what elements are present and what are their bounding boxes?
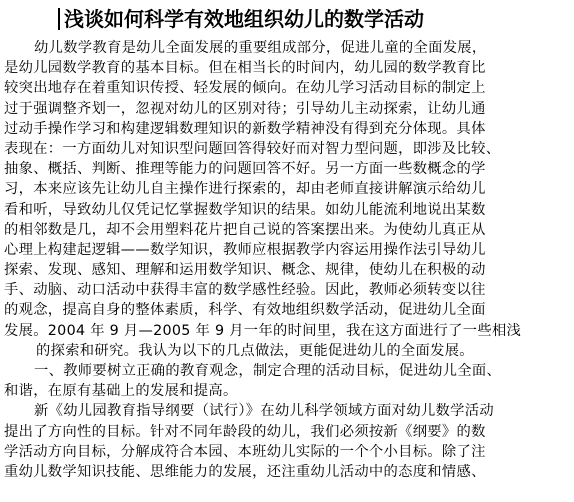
section-heading-line: 一、教师要树立正确的教育观念，制定合理的活动目标，促进幼儿全面、 [34, 363, 502, 379]
section-heading-line: 和谐，在原有基础上的发展和提高。 [4, 383, 238, 400]
body-line: 习，本来应该先让幼儿自主操作进行探索的，却由老师直接讲解演示给幼儿 [4, 181, 486, 198]
body-line: 发展。2004 年 9 月—2005 年 9 月一年的时间里，我在这方面进行了一些相浅 [4, 322, 522, 339]
title-text: 浅谈如何科学有效地组织幼儿的数学活动 [64, 7, 424, 31]
body-line: 是幼儿园数学教育的基本目标。但在相当长的时间内，幼儿园的数学教育比 [4, 60, 486, 77]
body-line: 过动手操作学习和构建逻辑数理知识的新数学精神没有得到充分体现。具体 [4, 120, 486, 137]
body-line: 心理上构建起逻辑——数学知识，教师应根据教学内容运用操作法引导幼儿 [4, 241, 486, 258]
body-line: 的探索和研究。我认为以下的几点做法，更能促进幼儿的全面发展。 [36, 342, 474, 359]
body-line: 看和听，导致幼儿仅凭记忆掌握数学知识的结果。如幼儿能流利地说出某数 [4, 201, 486, 218]
text-cursor [58, 8, 60, 30]
body-line: 的相邻数是几，却不会用塑料花片把自己说的答案摆出来。为使幼儿真正从 [4, 221, 486, 238]
article-body [4, 38, 570, 482]
body-line: 手、动脑、动口活动中获得丰富的数学感性经验。因此，教师必须转变以往 [4, 282, 486, 299]
body-line: 新《幼儿园教育指导纲要（试行）》在幼儿科学领域方面对幼儿数学活动 [34, 403, 494, 420]
body-line: 抽象、概括、判断、推理等能力的问题回答不好。另一方面一些数概念的学 [4, 161, 486, 178]
body-line: 探索、发现、感知、理解和运用数学知识、概念、规律，使幼儿在积极的动 [4, 262, 486, 279]
body-line: 过于强调整齐划一，忽视对幼儿的区别对待；引导幼儿主动探索，让幼儿通 [4, 100, 486, 117]
body-line: 学活动方向目标，分解成符合本园、本班幼儿实际的一个个小目标。除了注 [4, 443, 486, 460]
body-line: 幼儿数学教育是幼儿全面发展的重要组成部分，促进儿童的全面发展， [34, 40, 487, 56]
body-line: 较突出地存在着重知识传授、轻发展的倾向。在幼儿学习活动目标的制定上 [4, 80, 486, 97]
body-line: 表现在：一方面幼儿对知识型问题回答得较好而对智力型问题，即涉及比较、 [4, 140, 501, 157]
body-line: 的观念，提高自身的整体素质，科学、有效地组织数学活动，促进幼儿全面 [4, 302, 486, 319]
body-line: 重幼儿数学知识技能、思维能力的发展，还注重幼儿活动中的态度和情感、 [4, 463, 486, 480]
document-title [58, 6, 528, 32]
body-line: 提出了方向性的目标。针对不同年龄段的幼儿，我们必须按新《纲要》的数 [4, 423, 486, 440]
